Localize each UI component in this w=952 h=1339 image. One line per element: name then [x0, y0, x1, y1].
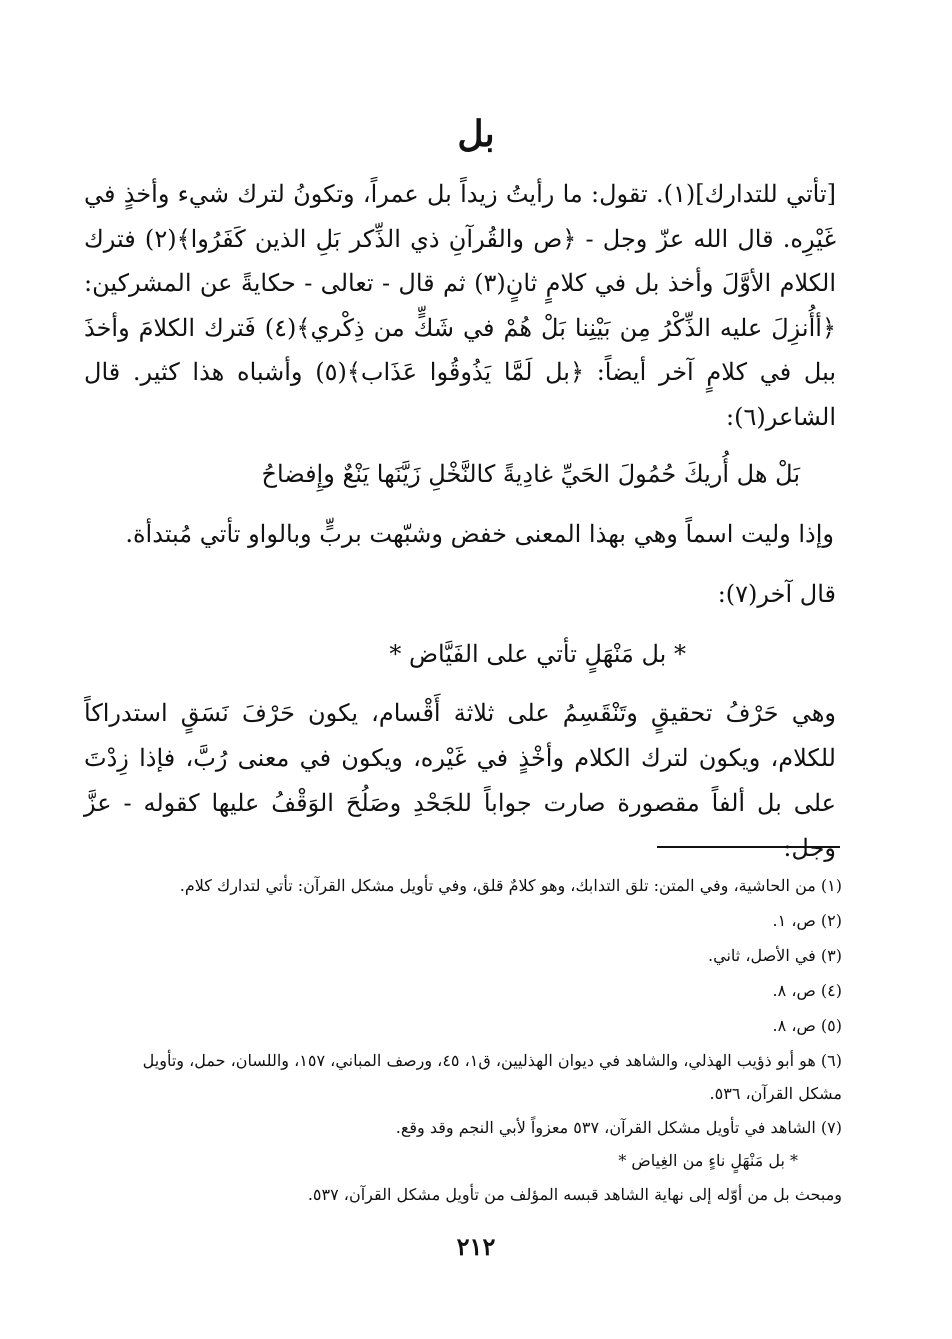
footnote-2: (٢) ص، ١.: [772, 911, 842, 930]
footnote-6: (٦) هو أبو ذؤيب الهذلي، والشاهد في ديوان الهذليين، ق١، ٤٥، ورصف المباني، ١٥٧، واللسان، حمل، وتأويل: [142, 1051, 842, 1070]
poetry-half-verse: * بل مَنْهَلٍ تأتي على الفَيَّاض *: [389, 640, 686, 668]
paragraph-definition: [تأتي للتدارك](١). تقول: ما رأيتُ زيداً بل عمراً، وتكونُ لترك شيء وأخذٍ في غَيْرِه. قال الله عزّ وجل - ﴿ص والقُرآنِ ذي الذِّكر بَلِ الذين كَفَرُوا﴾(٢) فترك الكلام الأوَّلَ وأخذ بل في كلامٍ ثانٍ(٣) ثم قال - تعالى - حكايةً عن المشركين: ﴿أأُنزِلَ عليه الذِّكْرُ مِن بَيْنِنا بَلْ هُمْ في شَكٍّ من ذِكْري﴾(٤) فَترك الكلامَ وأخذَ ببل في كلامٍ آخر أيضاً: ﴿بل لَمَّا يَذُوقُوا عَذَاب﴾(٥) وأشباه هذا كثير. قال الشاعر(٦):: [84, 180, 837, 431]
footnote-7: (٧) الشاهد في تأويل مشكل القرآن، ٥٣٧ معزواً لأبي النجم وقد وقع.: [395, 1118, 842, 1137]
footnote-6-continuation: مشكل القرآن، ٥٣٦.: [709, 1084, 842, 1103]
main-text: [84, 172, 836, 871]
footnote-4: (٤) ص، ٨.: [772, 981, 842, 1000]
page-number: ٢١٢: [456, 1232, 496, 1261]
paragraph-usage: وإذا وليت اسماً وهي بهذا المعنى خفض وشبّهت بربٍّ وبالواو تأتي مُبتدأة.: [125, 520, 834, 548]
paragraph-another-poet: قال آخر(٧):: [717, 580, 836, 608]
entry-heading: بل: [457, 113, 495, 155]
footnote-separator: [657, 846, 840, 848]
footnote-3: (٣) في الأصل، ثاني.: [708, 946, 842, 965]
footnote-7-verse: * بل مَنْهَلٍ ناءٍ من الغِياض *: [618, 1151, 798, 1170]
footnote-5: (٥) ص، ٨.: [772, 1016, 842, 1035]
poetry-verse: بَلْ هل أُريكَ حُمُولَ الحَيِّ غادِيةً كالنَّخْلِ زَيَّنَها يَنْعٌ وإِفضاحُ: [261, 460, 800, 488]
paragraph-categories: وهي حَرْفُ تحقيقٍ وتَنْقَسِمُ على ثلاثة أَقْسام، يكون حَرْفَ نَسَقٍ استدراكاً للكلام، ويكون لترك الكلام وأخْذٍ في غَيْره، ويكون في معنى رُبَّ، فإذا زِدْتَ على بل ألفاً مقصورة صارت جواباً للجَحْدِ وصَلُحَ الوَقْفُ عليها كقوله - عزَّ وجل:: [84, 699, 836, 862]
footnotes: [80, 868, 842, 1212]
footnote-1: (١) من الحاشية، وفي المتن: تلق التدابك، وهو كلامٌ قلق، وفي تأويل مشكل القرآن: تأتي لتدارك كلام.: [179, 876, 842, 895]
footnote-7-continuation: ومبحث بل من أوّله إلى نهاية الشاهد قبسه المؤلف من تأويل مشكل القرآن، ٥٣٧.: [307, 1185, 842, 1204]
